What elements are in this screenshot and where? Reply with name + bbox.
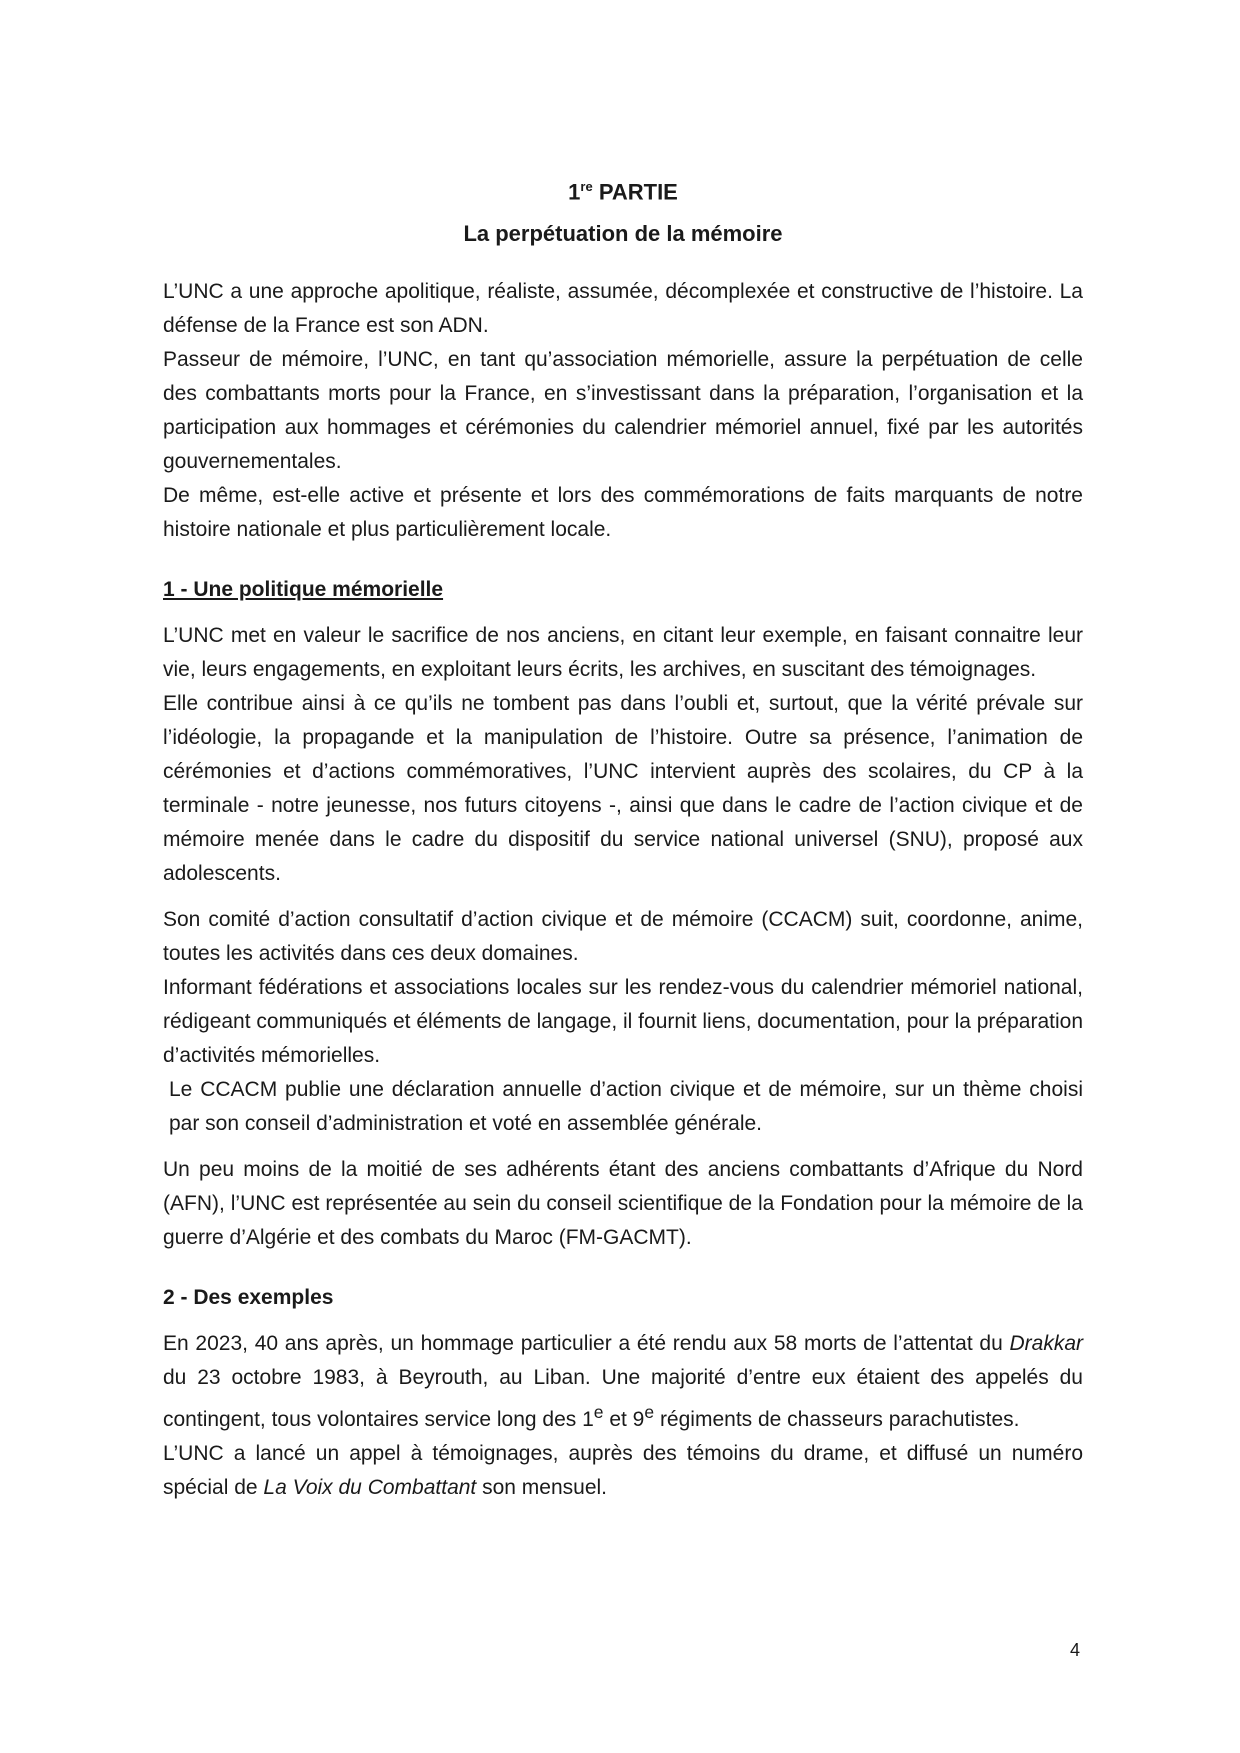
section2-block (163, 1327, 1083, 1505)
ship-name: Drakkar (1009, 1332, 1083, 1356)
paragraph: L’UNC met en valeur le sacrifice de nos anciens, en citant leur exemple, en faisant connaitre leur vie, leurs engagements, en exploitant leurs écrits, les archives, en suscitant des témoignages. (163, 624, 1083, 682)
document-title: La perpétuation de la mémoire (463, 221, 783, 247)
intro-block (163, 275, 1083, 547)
text-run: et 9 (603, 1408, 645, 1432)
text-run: régiments de chasseurs parachutistes. (654, 1408, 1020, 1432)
superscript: e (593, 1402, 604, 1423)
text-run: L’UNC a lancé un appel à témoignages, auprès des témoins du drame, et diffusé un numéro spécial de (163, 1442, 1083, 1500)
part-number: 1 (568, 179, 581, 205)
section-heading-exemples: 2 - Des exemples (163, 1286, 334, 1310)
paragraph-appel (163, 1437, 1083, 1505)
magazine-title: La Voix du Combattant (263, 1476, 477, 1500)
text-run: du 23 octobre 1983, à Beyrouth, au Liban. Une majorité d’entre eux étaient des appelés du contingent, tous volontaires service long des 1 (163, 1366, 1083, 1432)
paragraph: Un peu moins de la moitié de ses adhérents étant des anciens combattants d’Afrique du Nord (AFN), l’UNC est représentée au sein du conseil scientifique de la Fondation pour la mémoire de la guerre d’Algérie et des combats du Maroc (FM-GACMT). (163, 1158, 1083, 1250)
intro-paragraph: Passeur de mémoire, l’UNC, en tant qu’association mémorielle, assure la perpétuation de celle des combattants morts pour la France, en s’investissant dans la préparation, l’organisation et la participation aux hommages et cérémonies du calendrier mémoriel annuel, fixé par les autorités gouvernementales. (163, 348, 1083, 474)
intro-paragraph: L’UNC a une approche apolitique, réaliste, assumée, décomplexée et constructive de l’histoire. La défense de la France est son ADN. (163, 280, 1083, 338)
section1-block3 (163, 1153, 1083, 1255)
paragraph: Elle contribue ainsi à ce qu’ils ne tombent pas dans l’oubli et, surtout, que la vérité prévale sur l’idéologie, la propagande et la manipulation de l’histoire. Outre sa présence, l’animation de cérémonies et d’actions commémoratives, l’UNC intervient auprès des scolaires, du CP à la terminale - notre jeunesse, nos futurs citoyens -, ainsi que dans le cadre de l’action civique et de mémoire menée dans le cadre du dispositif du service national universel (SNU), proposé aux adolescents. (163, 692, 1083, 886)
part-title (163, 170, 1083, 209)
paragraph: Le CCACM publie une déclaration annuelle d’action civique et de mémoire, sur un thème choisi par son conseil d’administration et voté en assemblée générale. (169, 1078, 1083, 1136)
text-run: son mensuel. (476, 1476, 608, 1500)
paragraph: Informant fédérations et associations locales sur les rendez-vous du calendrier mémoriel national, rédigeant communiqués et éléments de langage, il fournit liens, documentation, pour la préparation d’activités mémorielles. (163, 976, 1083, 1068)
page-number: 4 (1070, 1640, 1081, 1660)
paragraph: Son comité d’action consultatif d’action civique et de mémoire (CCACM) suit, coordonne, anime, toutes les activités dans ces deux domaines. (163, 908, 1083, 966)
intro-paragraph: De même, est-elle active et présente et lors des commémorations de faits marquants de notre histoire nationale et plus particulièrement locale. (163, 484, 1083, 542)
part-ordinal-suffix: re (580, 179, 593, 194)
paragraph-drakkar (163, 1327, 1083, 1437)
section1-block2 (163, 903, 1083, 1141)
text-run: En 2023, 40 ans après, un hommage particulier a été rendu aux 58 morts de l’attentat du (163, 1332, 1010, 1356)
superscript: e (644, 1402, 655, 1423)
section-heading-politique-memorielle: 1 - Une politique mémorielle (163, 578, 444, 602)
section1-block1 (163, 619, 1083, 891)
part-label: PARTIE (598, 179, 678, 205)
document-page (163, 170, 1083, 1517)
